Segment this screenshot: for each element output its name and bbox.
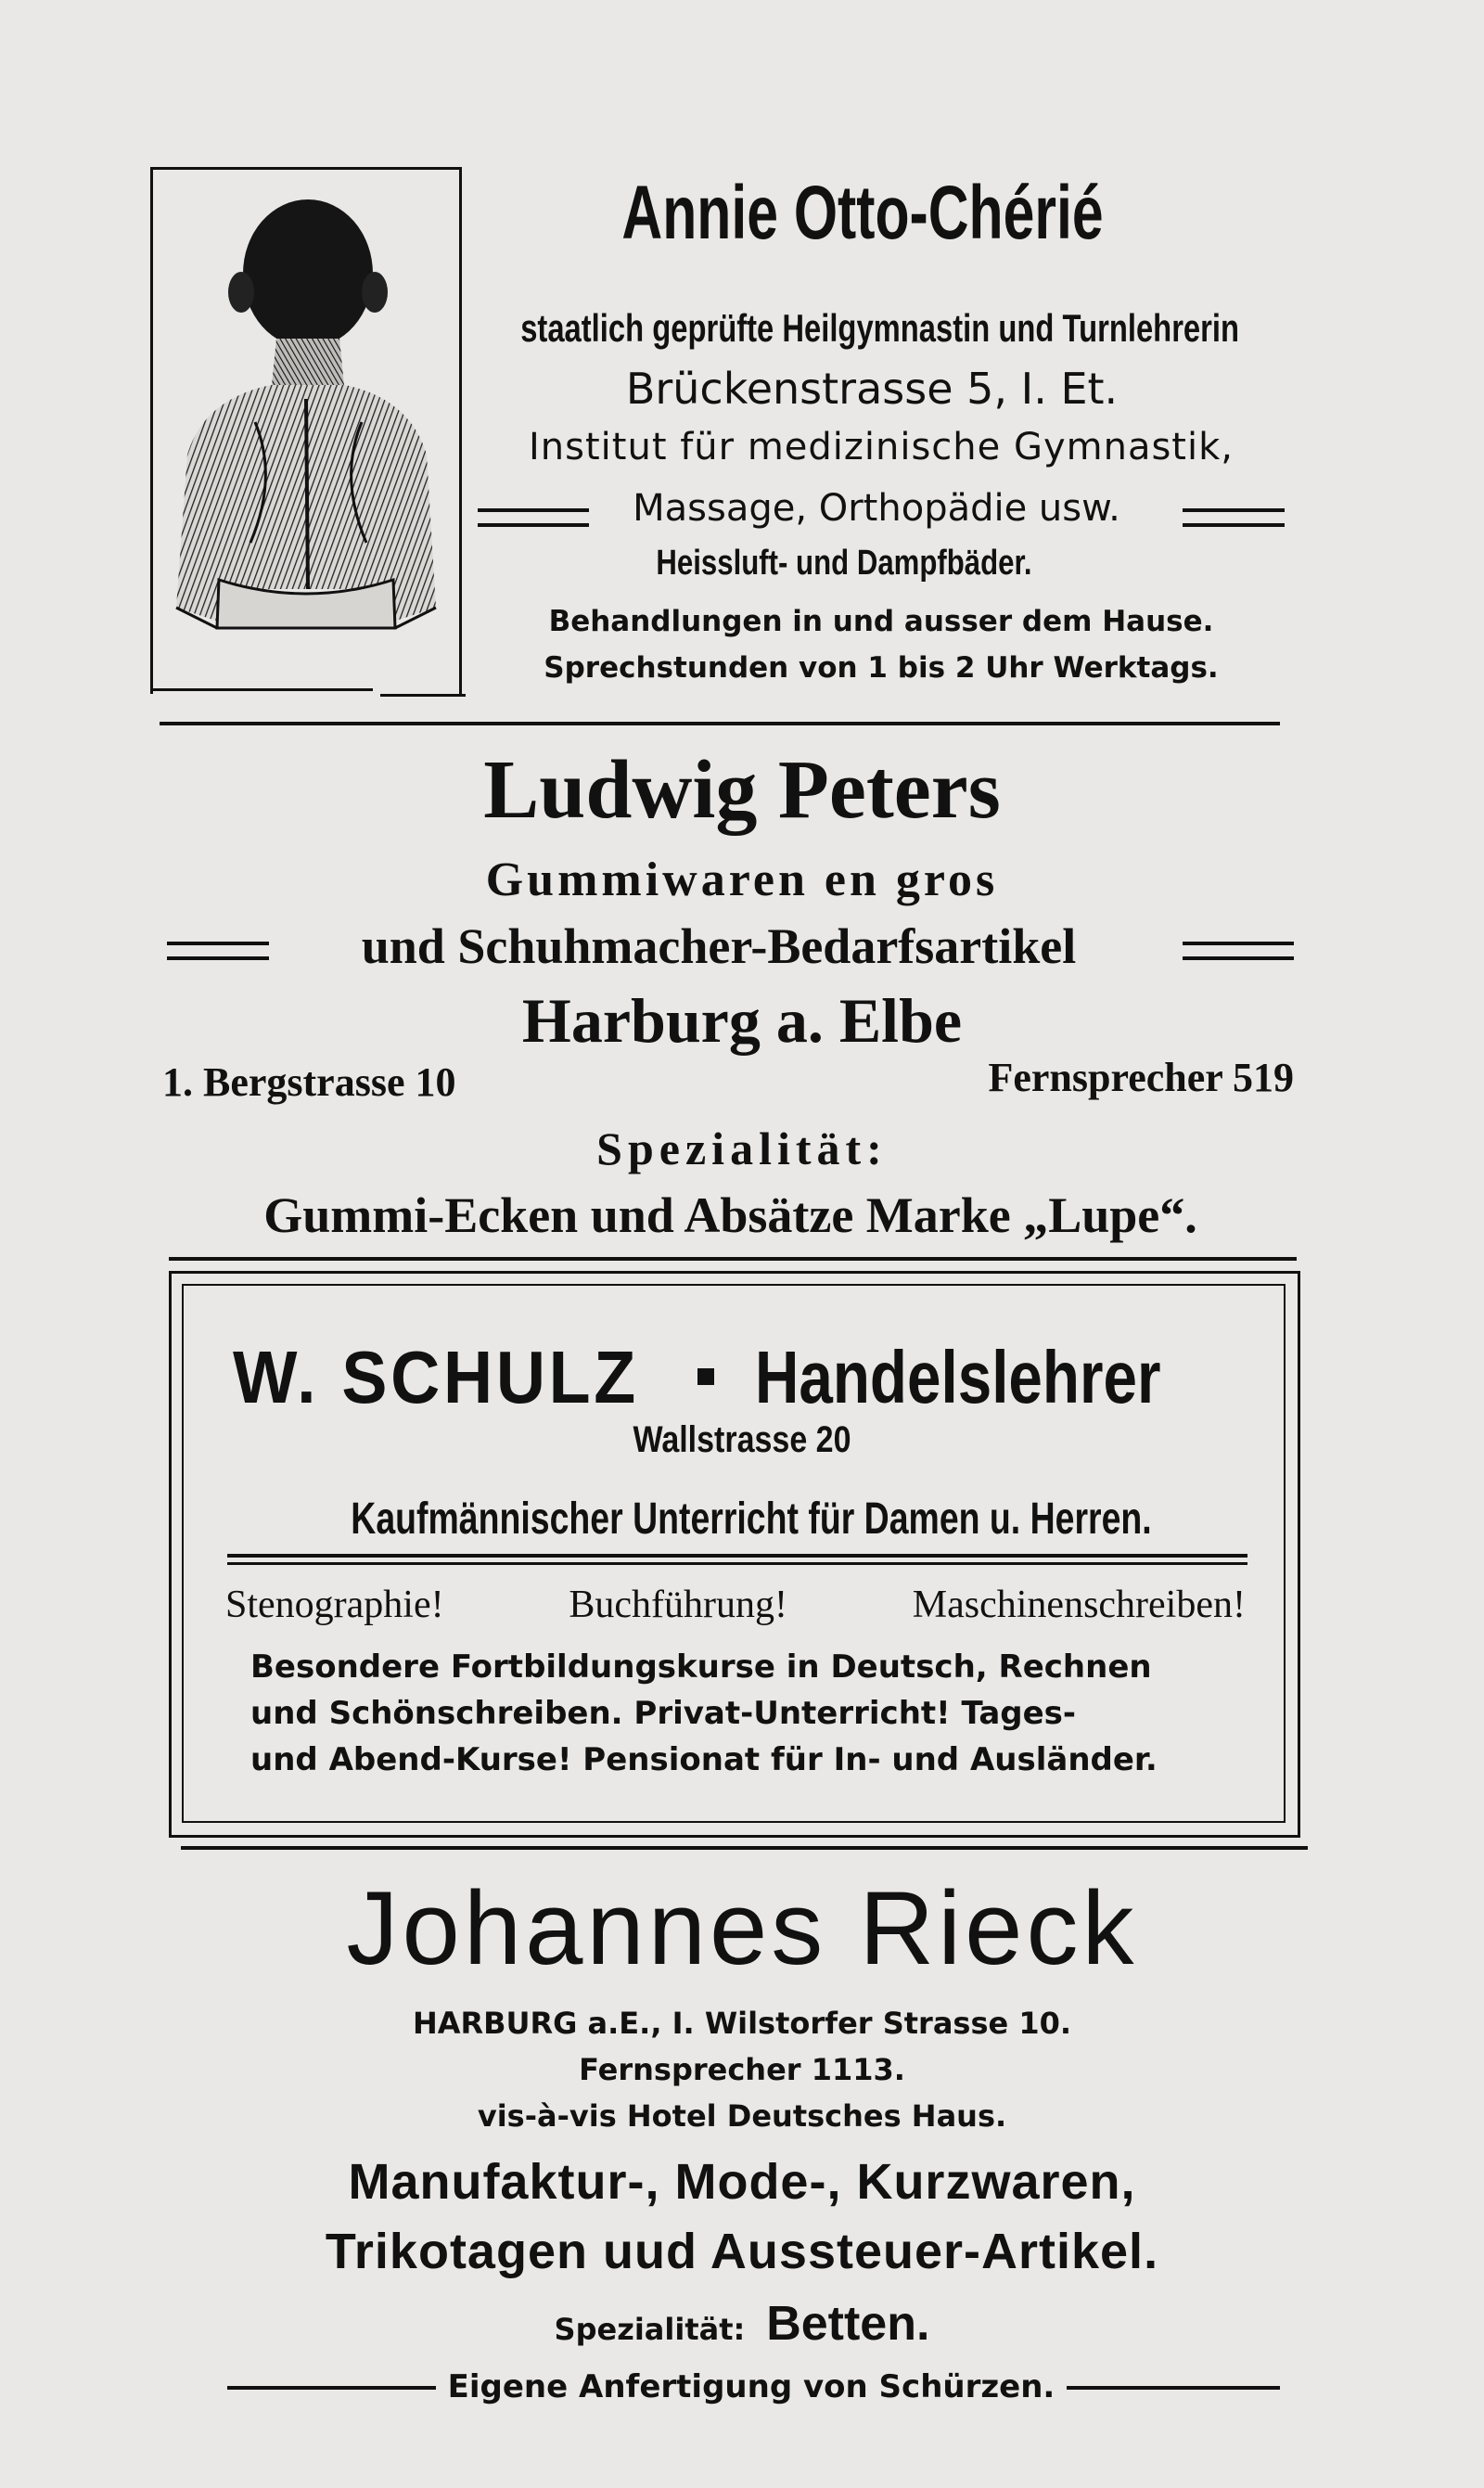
ad3-subject: Stenographie! [225,1584,444,1626]
ad1-address: Brückenstrasse 5, I. Et. [625,364,1119,414]
ad2-special: Gummi-Ecken und Absätze Marke „Lupe“. [263,1187,1197,1243]
ad1-qualification: staatlich geprüfte Heilgymnastin und Turnlehrerin [520,306,1240,350]
ad3-courses: und Schönschreiben. Privat-Unterricht! Tages- [250,1695,1077,1732]
ad3-tagline: Kaufmännischer Unterricht für Damen u. Herren. [351,1494,1152,1544]
ad2-special-label: Spezialität: [596,1122,888,1174]
photo-frame-bottom [380,694,466,697]
ad4-address: HARBURG a.E., I. Wilstorfer Strasse 10. [412,2006,1072,2041]
ad4-name: Johannes Rieck [346,1870,1138,1986]
ad3-name-left: W. SCHULZ [233,1336,639,1418]
ad3-courses: und Abend-Kurse! Pensionat für In- und Ausländer. [250,1741,1158,1778]
ad2-city: Harburg a. Elbe [521,985,963,1056]
ad1-institute: Institut für medizinische Gymnastik, [529,426,1234,468]
ad3-rule [227,1554,1247,1558]
ad4-footer: Eigene Anfertigung von Schürzen. [447,2368,1055,2405]
ad3-address: Wallstrasse 20 [633,1419,851,1460]
ad2-goods: Gummiwaren en gros [485,853,999,906]
ad4-phone: Fernsprecher 1113. [579,2052,905,2087]
ad1-services: Massage, Orthopädie usw. [633,487,1120,530]
ad2-name: Ludwig Peters [483,744,1001,836]
ad1-hours: Sprechstunden von 1 bis 2 Uhr Werktags. [544,651,1219,685]
ad3-courses: Besondere Fortbildungskurse in Deutsch, Rechnen [250,1648,1152,1686]
ad3-name-right: Handelslehrer [755,1336,1161,1418]
ad4-location: vis-à-vis Hotel Deutsches Haus. [477,2098,1007,2134]
ad2-address: 1. Bergstrasse 10 [162,1059,456,1105]
divider [160,722,1280,725]
ad1-treatments: Behandlungen in und ausser dem Hause. [548,605,1214,638]
ad4-special-item: Betten. [766,2297,930,2351]
ad4-goods: Trikotagen uud Aussteuer-Artikel. [325,2224,1159,2279]
ad2-phone: Fernsprecher 519 [988,1055,1294,1100]
ad3-subjects [225,1582,1246,1628]
ad3-subject: Maschinenschreiben! [912,1584,1246,1626]
ad1-rule-left [478,508,589,527]
footer-rule-left [227,2386,436,2390]
ad1-rule-right [1183,508,1285,527]
divider [169,1257,1297,1261]
ad4-special [371,2299,1113,2354]
ad2-rule-left [167,942,269,960]
ad4-special-label: Spezialität: [554,2312,746,2347]
photo-frame-bottom [150,688,373,691]
ad3-name [213,1336,1252,1419]
separator-square-icon [697,1368,714,1385]
footer-rule-right [1067,2386,1280,2390]
ad2-rule-right [1183,942,1294,960]
ad3-rule [227,1562,1247,1565]
divider [181,1846,1308,1850]
ad4-goods: Manufaktur-, Mode-, Kurzwaren, [348,2154,1136,2210]
ad2-supplies: und Schuhmacher-Bedarfsartikel [361,918,1077,974]
patient-back-illustration [167,199,445,635]
ad3-subject: Buchführung! [569,1584,787,1626]
ad1-name: Annie Otto-Chérié [621,171,1104,255]
ad1-baths: Heissluft- und Dampfbäder. [656,544,1032,583]
